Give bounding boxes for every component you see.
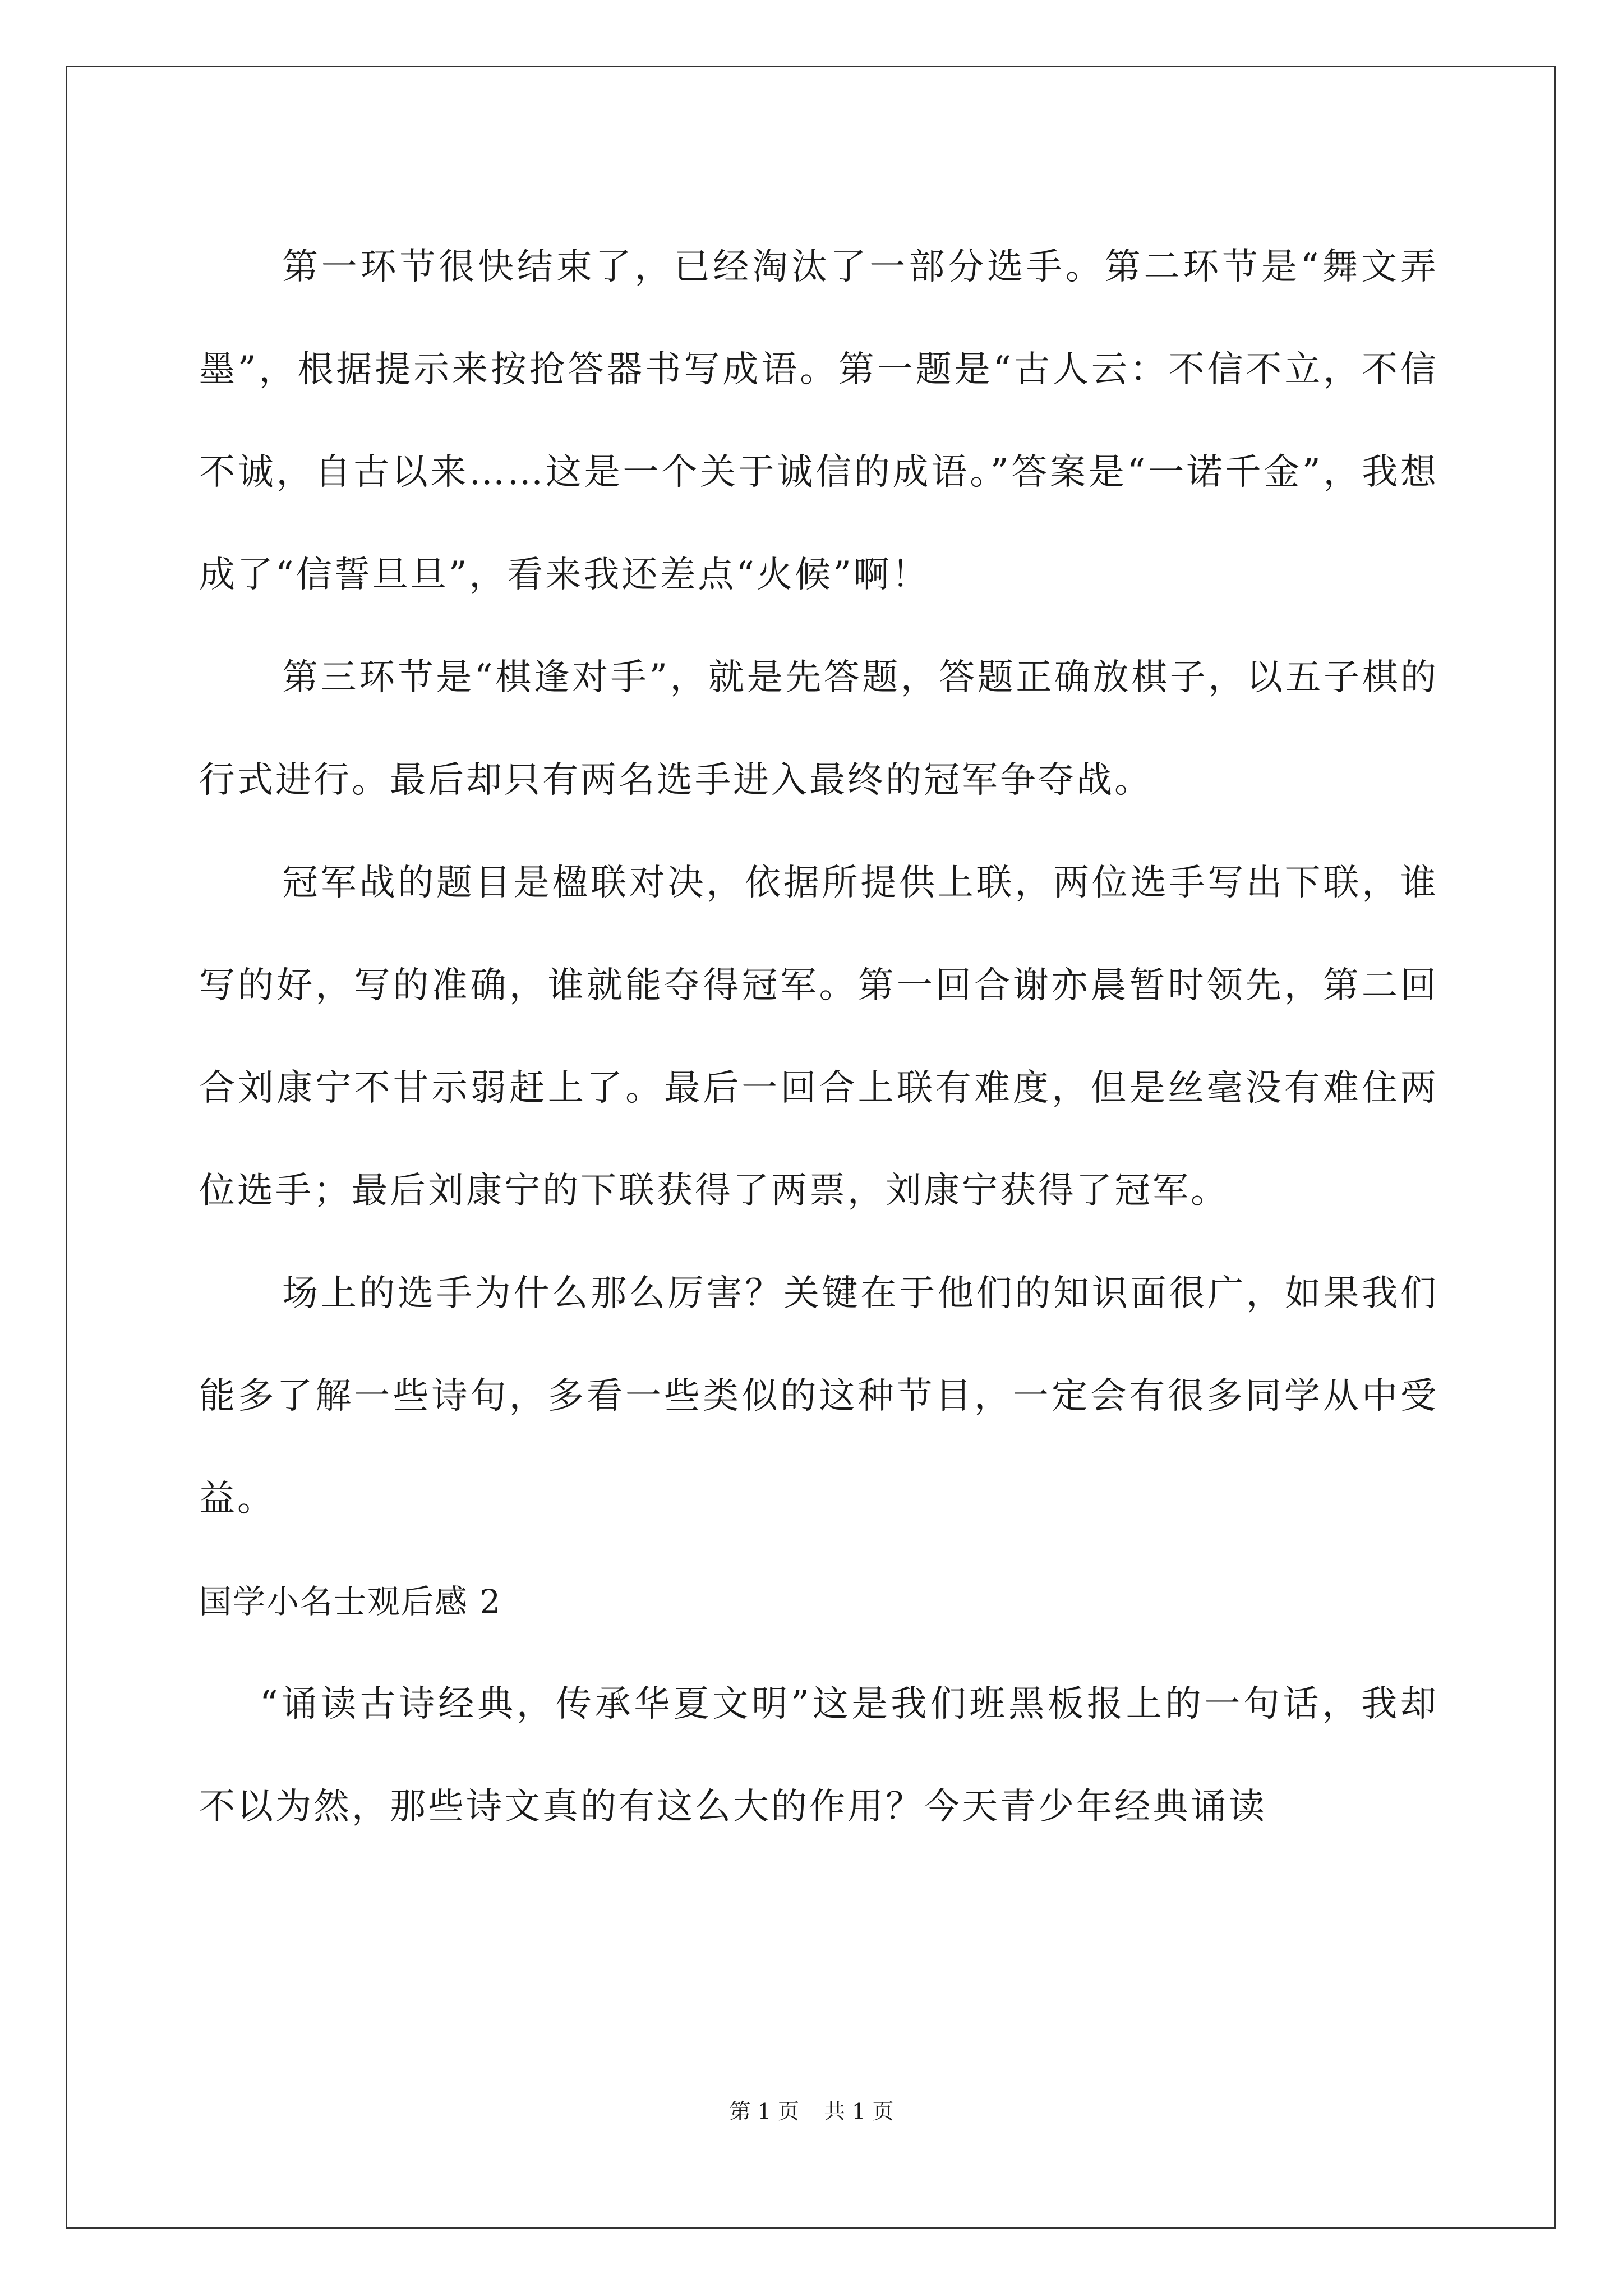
paragraph-final-round: 冠军战的题目是楹联对决，依据所提供上联，两位选手写出下联，谁写的好，写的准确，谁就能夺得冠军。第一回合谢亦晨暂时领先，第二回合刘康宁不甘示弱赶上了。最后一回合上联有难度，但是丝毫没有难住两位选手；最后刘康宁的下联获得了两票，刘康宁获得了冠军。 bbox=[199, 862, 1438, 1212]
page-total: 共 1 页 bbox=[824, 2099, 894, 2124]
document-body bbox=[199, 216, 1438, 1858]
paragraph-stage-three: 第三环节是“棋逢对手”，就是先答题，答题正确放棋子，以五子棋的行式进行。最后却只有两名选手进入最终的冠军争夺战。 bbox=[199, 657, 1438, 801]
section-heading: 国学小名士观后感 2 bbox=[199, 1582, 502, 1621]
page-number: 第 1 页 bbox=[729, 2099, 799, 2124]
paragraph-stage-two: 第一环节很快结束了，已经淘汰了一部分选手。第二环节是“舞文弄墨”，根据提示来按抢答器书写成语。第一题是“古人云：不信不立，不信不诚，自古以来……这是一个关于诚信的成语。”答案是“一诺千金”，我想成了“信誓旦旦”，看来我还差点“火候”啊！ bbox=[199, 246, 1438, 596]
paragraph-section-two-intro: “诵读古诗经典，传承华夏文明”这是我们班黑板报上的一句话，我却不以为然，那些诗文真的有这么大的作用？今天青少年经典诵读 bbox=[199, 1683, 1438, 1828]
page-footer bbox=[0, 2095, 1623, 2128]
paragraph-conclusion: 场上的选手为什么那么厉害？关键在于他们的知识面很广，如果我们能多了解一些诗句，多看一些类似的这种节目，一定会有很多同学从中受益。 bbox=[199, 1273, 1438, 1520]
